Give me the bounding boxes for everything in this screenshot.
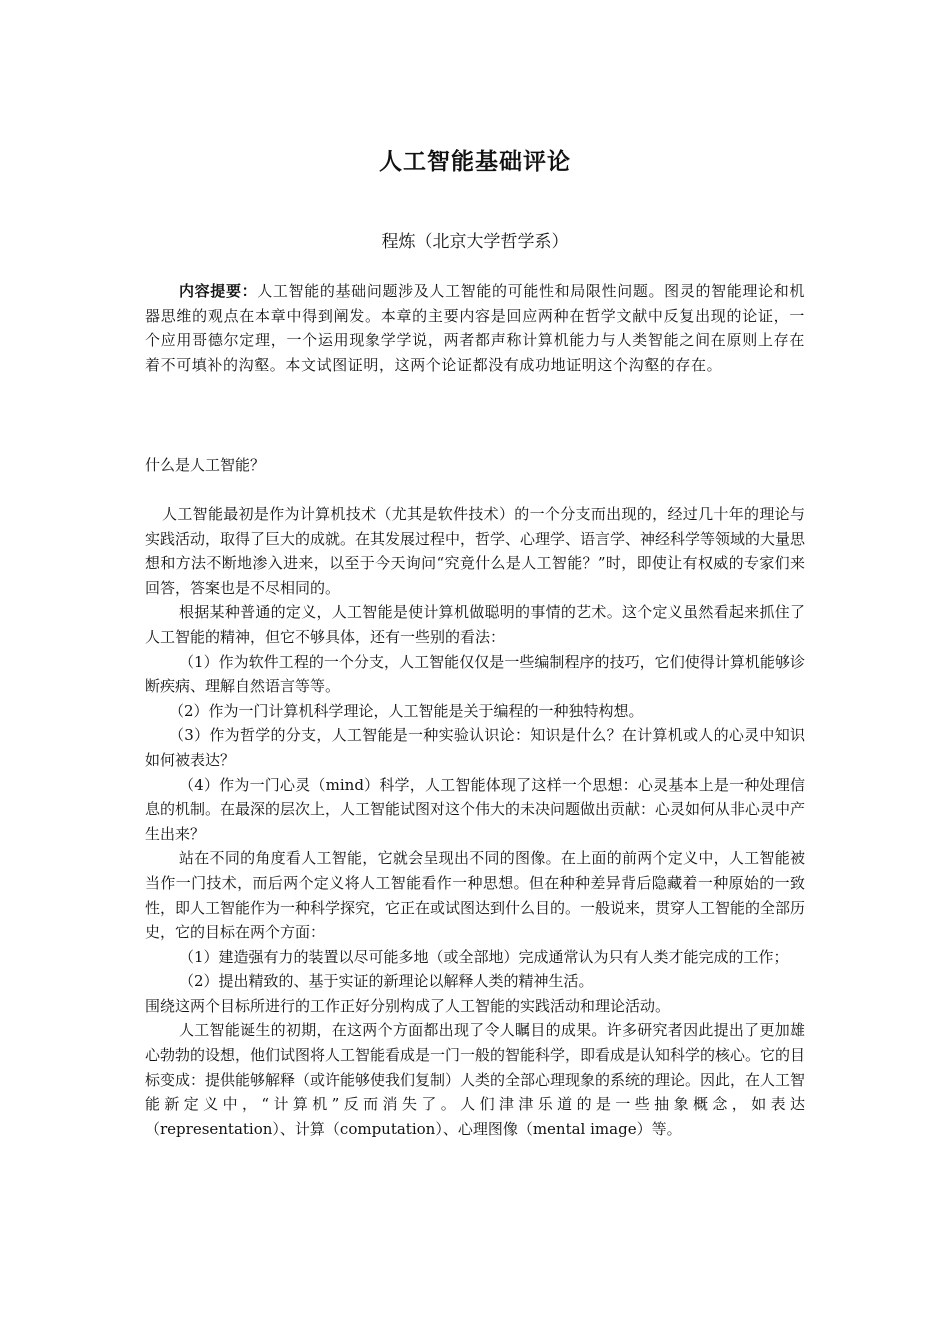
section-heading: 什么是人工智能？ bbox=[145, 456, 266, 474]
author-affiliation: 程炼（北京大学哲学系） bbox=[381, 232, 569, 252]
list-item: （2）提出精致的、基于实证的新理论以解释人类的精神生活。 bbox=[179, 972, 594, 991]
body-text bbox=[145, 502, 805, 1141]
abstract bbox=[145, 279, 805, 377]
paragraph: 站在不同的角度看人工智能，它就会呈现出不同的图像。在上面的前两个定义中，人工智能被当作一门技术，而后两个定义将人工智能看作一种思想。但在种种差异背后隐藏着一种原始的一致性，即人工智能作为一种科学探究，它正在或试图达到什么目的。一般说来，贯穿人工智能的全部历史，它的目标在两个方面： bbox=[145, 849, 806, 942]
list-item: （3）作为哲学的分支，人工智能是一种实验认识论：知识是什么？在计算机或人的心灵中知识如何被表达？ bbox=[145, 726, 805, 769]
paragraph: 人工智能最初是作为计算机技术（尤其是软件技术）的一个分支而出现的，经过几十年的理论与实践活动，取得了巨大的成就。在其发展过程中，哲学、心理学、语言学、神经科学等领域的大量思想和方法不断地渗入进来，以至于今天询问“究竟什么是人工智能？”时，即使让有权威的专家们来回答，答案也是不尽相同的。 bbox=[145, 505, 806, 597]
paragraph: 根据某种普通的定义，人工智能是使计算机做聪明的事情的艺术。这个定义虽然看起来抓住了人工智能的精神，但它不够具体，还有一些别的看法： bbox=[145, 603, 805, 646]
list-item: （1）作为软件工程的一个分支，人工智能仅仅是一些编制程序的技巧，它们使得计算机能够诊断疾病、理解自然语言等等。 bbox=[145, 652, 805, 696]
paper-title: 人工智能基础评论 bbox=[379, 149, 571, 175]
abstract-label: 内容提要： bbox=[179, 282, 258, 300]
paragraph: 围绕这两个目标所进行的工作正好分别构成了人工智能的实践活动和理论活动。 bbox=[145, 996, 671, 1015]
abstract-text: 人工智能的基础问题涉及人工智能的可能性和局限性问题。图灵的智能理论和机器思维的观点在本章中得到阐发。本章的主要内容是回应两种在哲学文献中反复出现的论证，一个应用哥德尔定理，一个运用现象学学说，两者都声称计算机能力与人类智能之间在原则上存在着不可填补的沟壑。本文试图证明，这两个论证都没有成功地证明这个沟壑的存在。 bbox=[145, 282, 805, 374]
list-item: （2）作为一门计算机科学理论，人工智能是关于编程的一种独特构想。 bbox=[169, 701, 644, 720]
paragraph: 人工智能诞生的初期，在这两个方面都出现了令人瞩目的成果。许多研究者因此提出了更加雄心勃勃的设想，他们试图将人工智能看成是一门一般的智能科学，即看成是认知科学的核心。它的目标变成：提供能够解释（或许能够使我们复制）人类的全部心理现象的系统的理论。因此，在人工智能新定义中，“计算机”反而消失了。人们津津乐道的是一些抽象概念，如表达（representation）、计算（computation）、心理图像（mental image）等。 bbox=[145, 1021, 806, 1138]
list-item: （1）建造强有力的装置以尽可能多地（或全部地）完成通常认为只有人类才能完成的工作； bbox=[179, 947, 789, 966]
list-item: （4）作为一门心灵（mind）科学，人工智能体现了这样一个思想：心灵基本上是一种处理信息的机制。在最深的层次上，人工智能试图对这个伟大的未决问题做出贡献：心灵如何从非心灵中产生出来？ bbox=[145, 775, 806, 843]
